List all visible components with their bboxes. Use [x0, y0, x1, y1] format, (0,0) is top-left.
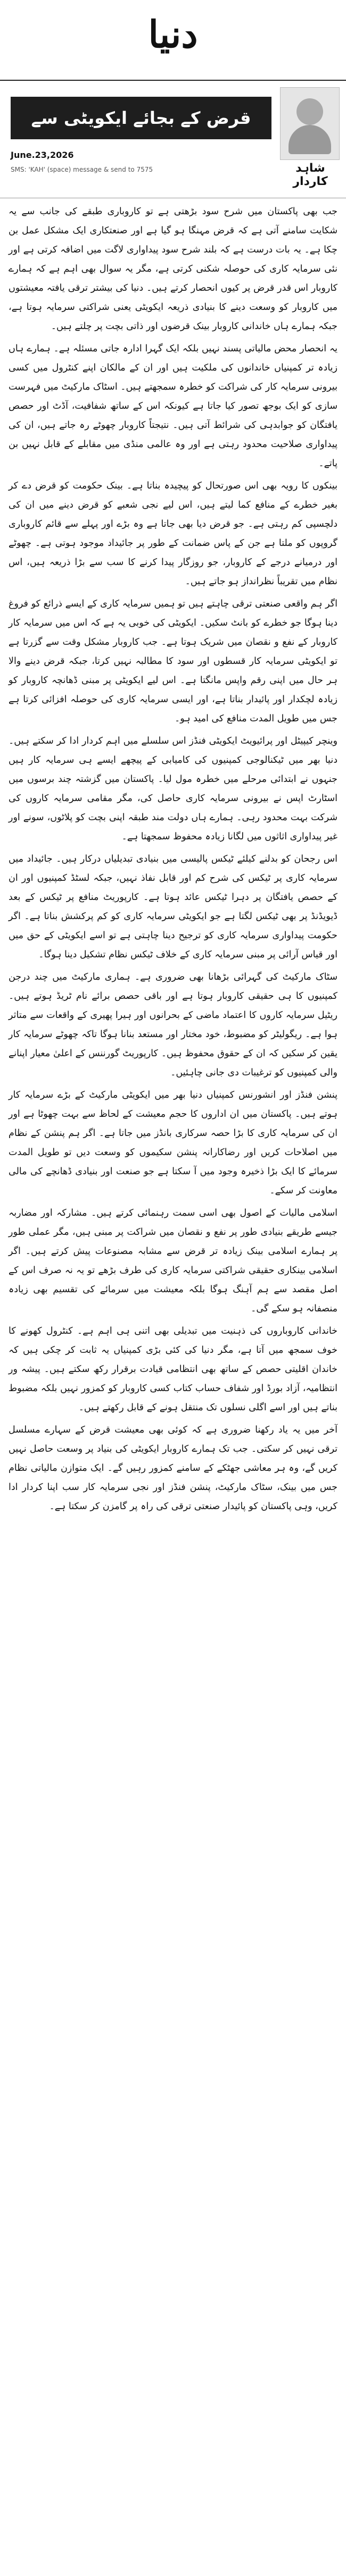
avatar-body-icon: [289, 125, 331, 154]
newspaper-logo: [130, 5, 216, 64]
author-photo: [280, 87, 340, 160]
masthead: [0, 0, 346, 81]
paragraph: پنشن فنڈز اور انشورنس کمپنیاں دنیا بھر میں ایکویٹی مارکیٹ کے بڑے سرمایہ کار ہوتے ہیں۔ پاکستان میں ان اداروں کا حجم معیشت کے لحاظ سے بہت چھوٹا ہے اور ان کی سرمایہ کاری کا بڑا حصہ سرکاری بانڈز میں جاتا ہے۔ اگر ہم پنشن کے نظام میں اصلاحات کریں اور رضاکارانہ پنشن سکیموں کو وسعت دیں تو طویل المدت سرمائے کا ایک بڑا ذخیرہ وجود میں آ سکتا ہے جو صنعت اور بنیادی ڈھانچے کی مالی معاونت کر سکے۔: [9, 1090, 337, 1196]
paragraph: وینچر کیپیٹل اور پرائیویٹ ایکویٹی فنڈز اس سلسلے میں اہم کردار ادا کر سکتے ہیں۔ دنیا بھر میں ٹیکنالوجی کمپنیوں کی کامیابی کے پیچھے ایسے ہی سرمایہ کار ہیں جنہوں نے ابتدائی مرحلے میں خطرہ مول لیا۔ پاکستان میں گزشتہ چند برسوں میں اسٹارٹ اپس نے بیرونی سرمایہ کاری حاصل کی، مگر مقامی سرمایہ کاروں کی شرکت بہت محدود رہی۔ ہمارے ہاں دولت مند طبقہ اپنی بچت کو پلاٹوں، سونے اور غیر پیداواری اثاثوں میں لگانا زیادہ محفوظ سمجھتا ہے۔: [9, 736, 337, 842]
article-body: [9, 202, 337, 1519]
paragraph: اگر ہم واقعی صنعتی ترقی چاہتے ہیں تو ہمیں سرمایہ کاری کے ایسے ذرائع کو فروغ دینا ہوگا جو خطرے کو بانٹ سکیں۔ ایکویٹی کی خوبی یہ ہے کہ اس میں سرمایہ کار کاروبار کے نفع و نقصان میں شریک ہوتا ہے۔ جب کاروبار مشکل وقت سے گزرتا ہے تو ایکویٹی سرمایہ کار قسطوں اور سود کا مطالبہ نہیں کرتا، جبکہ قرض دینے والا ہر حال میں اپنی رقم واپس مانگتا ہے۔ اس لیے ایکویٹی پر مبنی ڈھانچہ کاروبار کو زیادہ لچکدار اور پائیدار بناتا ہے، اور ایسی سرمایہ کاری کی حوصلہ افزائی کرتا ہے جس میں طویل المدت منافع کی امید ہو۔: [9, 599, 337, 724]
paragraph: خاندانی کاروباروں کی ذہنیت میں تبدیلی بھی اتنی ہی اہم ہے۔ کنٹرول کھونے کا خوف سمجھ میں آتا ہے، مگر دنیا کی کئی بڑی کمپنیاں یہ ثابت کر چکی ہیں کہ خاندان اقلیتی حصص کے ساتھ بھی انتظامی قیادت برقرار رکھ سکتے ہیں۔ پیشہ ور انتظامیہ، آزاد بورڈ اور شفاف حساب کتاب کسی کاروبار کو کمزور نہیں بلکہ مضبوط بناتے ہیں اور اسے اگلی نسلوں تک منتقل ہونے کے قابل رکھتے ہیں۔: [9, 1326, 337, 1413]
paragraph: جب بھی پاکستان میں شرح سود بڑھتی ہے تو کاروباری طبقے کی جانب سے یہ شکایت سامنے آتی ہے کہ قرض مہنگا ہو گیا ہے اور صنعتکاری ایک مشکل عمل بن چکا ہے۔ یہ بات درست ہے کہ بلند شرح سود پیداواری لاگت میں اضافہ کرتی ہے اور نئی سرمایہ کاری کی حوصلہ شکنی کرتی ہے، مگر یہ سوال بھی اہم ہے کہ ہمارے کاروبار اس قدر قرض پر کیوں انحصار کرتے ہیں۔ دنیا کی بیشتر ترقی یافتہ معیشتوں میں کاروبار کو وسعت دینے کا بنیادی ذریعہ ایکویٹی یعنی شراکتی سرمایہ ہوتا ہے، جبکہ ہمارے ہاں خاندانی کاروبار بینک قرضوں اور ذاتی بچت پر چلتے ہیں۔: [9, 206, 337, 332]
paragraph: سٹاک مارکیٹ کی گہرائی بڑھانا بھی ضروری ہے۔ ہماری مارکیٹ میں چند درجن کمپنیوں کا ہی حقیقی کاروبار ہوتا ہے اور باقی حصص برائے نام ٹریڈ ہوتے ہیں۔ ریٹیل سرمایہ کاروں کا اعتماد ماضی کے بحرانوں اور ہیرا پھیری کے واقعات سے متاثر ہوا ہے۔ ریگولیٹر کو مضبوط، خود مختار اور مستعد بنانا ہوگا تاکہ چھوٹے سرمایہ کار یقین کر سکیں کہ ان کے حقوق محفوظ ہیں۔ کارپوریٹ گورننس کے اعلیٰ معیار اپنانے والی کمپنیوں کو ترغیبات دی جانی چاہئیں۔: [9, 972, 337, 1078]
avatar-head-icon: [296, 98, 323, 125]
paragraph: آخر میں یہ یاد رکھنا ضروری ہے کہ کوئی بھی معیشت قرض کے سہارے مسلسل ترقی نہیں کر سکتی۔ جب تک ہمارے کاروبار ایکویٹی کی بنیاد پر وسعت حاصل نہیں کریں گے، وہ ہر معاشی جھٹکے کے سامنے کمزور رہیں گے۔ ایک متوازن مالیاتی نظام جس میں بینک، سٹاک مارکیٹ، پنشن فنڈز اور نجی سرمایہ کار سب اپنا کردار ادا کریں، وہی پاکستان کو پائیدار صنعتی ترقی کی راہ پر گامزن کر سکتا ہے۔: [9, 1425, 337, 1512]
paragraph: یہ انحصار محض مالیاتی پسند نہیں بلکہ ایک گہرا ادارہ جاتی مسئلہ ہے۔ ہمارے ہاں زیادہ تر کمپنیاں خاندانوں کی ملکیت ہیں اور ان کے مالکان اپنے کنٹرول میں کسی بیرونی سرمایہ کار کی شراکت کو خطرہ سمجھتے ہیں۔ اسٹاک مارکیٹ میں فہرست سازی کو ایک بوجھ تصور کیا جاتا ہے کیونکہ اس کے ساتھ شفافیت، آڈٹ اور حصص یافتگان کو جوابدہی کی شرائط آتی ہیں۔ نتیجتاً کاروبار چھوٹے رہ جاتے ہیں، ان کی پیداواری صلاحیت محدود رہتی ہے اور وہ عالمی منڈی میں مقابلے کے قابل نہیں بن پاتے۔: [9, 343, 337, 469]
logo-text: دنیا: [148, 12, 198, 56]
paragraph: اس رجحان کو بدلنے کیلئے ٹیکس پالیسی میں بنیادی تبدیلیاں درکار ہیں۔ جائیداد میں سرمایہ کاری پر ٹیکس کی شرح کم اور قابل نفاذ نہیں، جبکہ لسٹڈ کمپنیوں اور ان کے حصص یافتگان پر دہرا ٹیکس عائد ہوتا ہے۔ کارپوریٹ منافع پر ٹیکس کے بعد ڈیویڈنڈ پر بھی ٹیکس لگتا ہے جو ایکویٹی سرمایہ کاری کو کم پرکشش بناتا ہے۔ اگر حکومت پیداواری سرمایہ کاری کو ترجیح دینا چاہتی ہے تو اسے ایکویٹی کے حق میں اور قیاس آرائی پر مبنی سرمایہ کاری کے خلاف ٹیکس نظام تشکیل دینا ہوگا۔: [9, 854, 337, 960]
paragraph: اسلامی مالیات کے اصول بھی اسی سمت رہنمائی کرتے ہیں۔ مشارکہ اور مضاربہ جیسے طریقے بنیادی طور پر نفع و نقصان میں شراکت پر مبنی ہیں، مگر عملی طور پر ہمارے اسلامی بینک زیادہ تر قرض سے مشابہ مصنوعات پیش کرتے ہیں۔ اگر اسلامی بینکاری حقیقی شراکتی سرمایہ کاری کی طرف بڑھے تو یہ نہ صرف اس کے اصل مقصد سے ہم آہنگ ہوگا بلکہ معیشت میں سرمائے کی تقسیم بھی زیادہ منصفانہ ہو سکے گی۔: [9, 1208, 337, 1314]
headline: قرض کے بجائے ایکویٹی سے کاروبار: [11, 97, 271, 139]
sms-line: SMS: 'KAH' (space) message & send to 7575: [11, 166, 153, 173]
article-header: [0, 81, 346, 198]
author-name: شاہد کاردار: [293, 162, 328, 188]
publish-date: June.23,2026: [11, 150, 74, 160]
paragraph: بینکوں کا رویہ بھی اس صورتحال کو پیچیدہ بناتا ہے۔ بینک حکومت کو قرض دے کر بغیر خطرے کے منافع کما لیتے ہیں، اس لیے نجی شعبے کو قرض دینے میں ان کی دلچسپی کم رہتی ہے۔ جو قرض دیا بھی جاتا ہے وہ بڑے اور پہلے سے قائم کاروباری گروپوں کو ملتا ہے جن کے پاس ضمانت کے طور پر جائیداد موجود ہوتی ہے۔ چھوٹے اور درمیانے درجے کے کاروبار، جو روزگار پیدا کرنے کا سب سے بڑا ذریعہ ہیں، اس نظام میں تقریباً نظرانداز ہو جاتے ہیں۔: [9, 481, 337, 587]
